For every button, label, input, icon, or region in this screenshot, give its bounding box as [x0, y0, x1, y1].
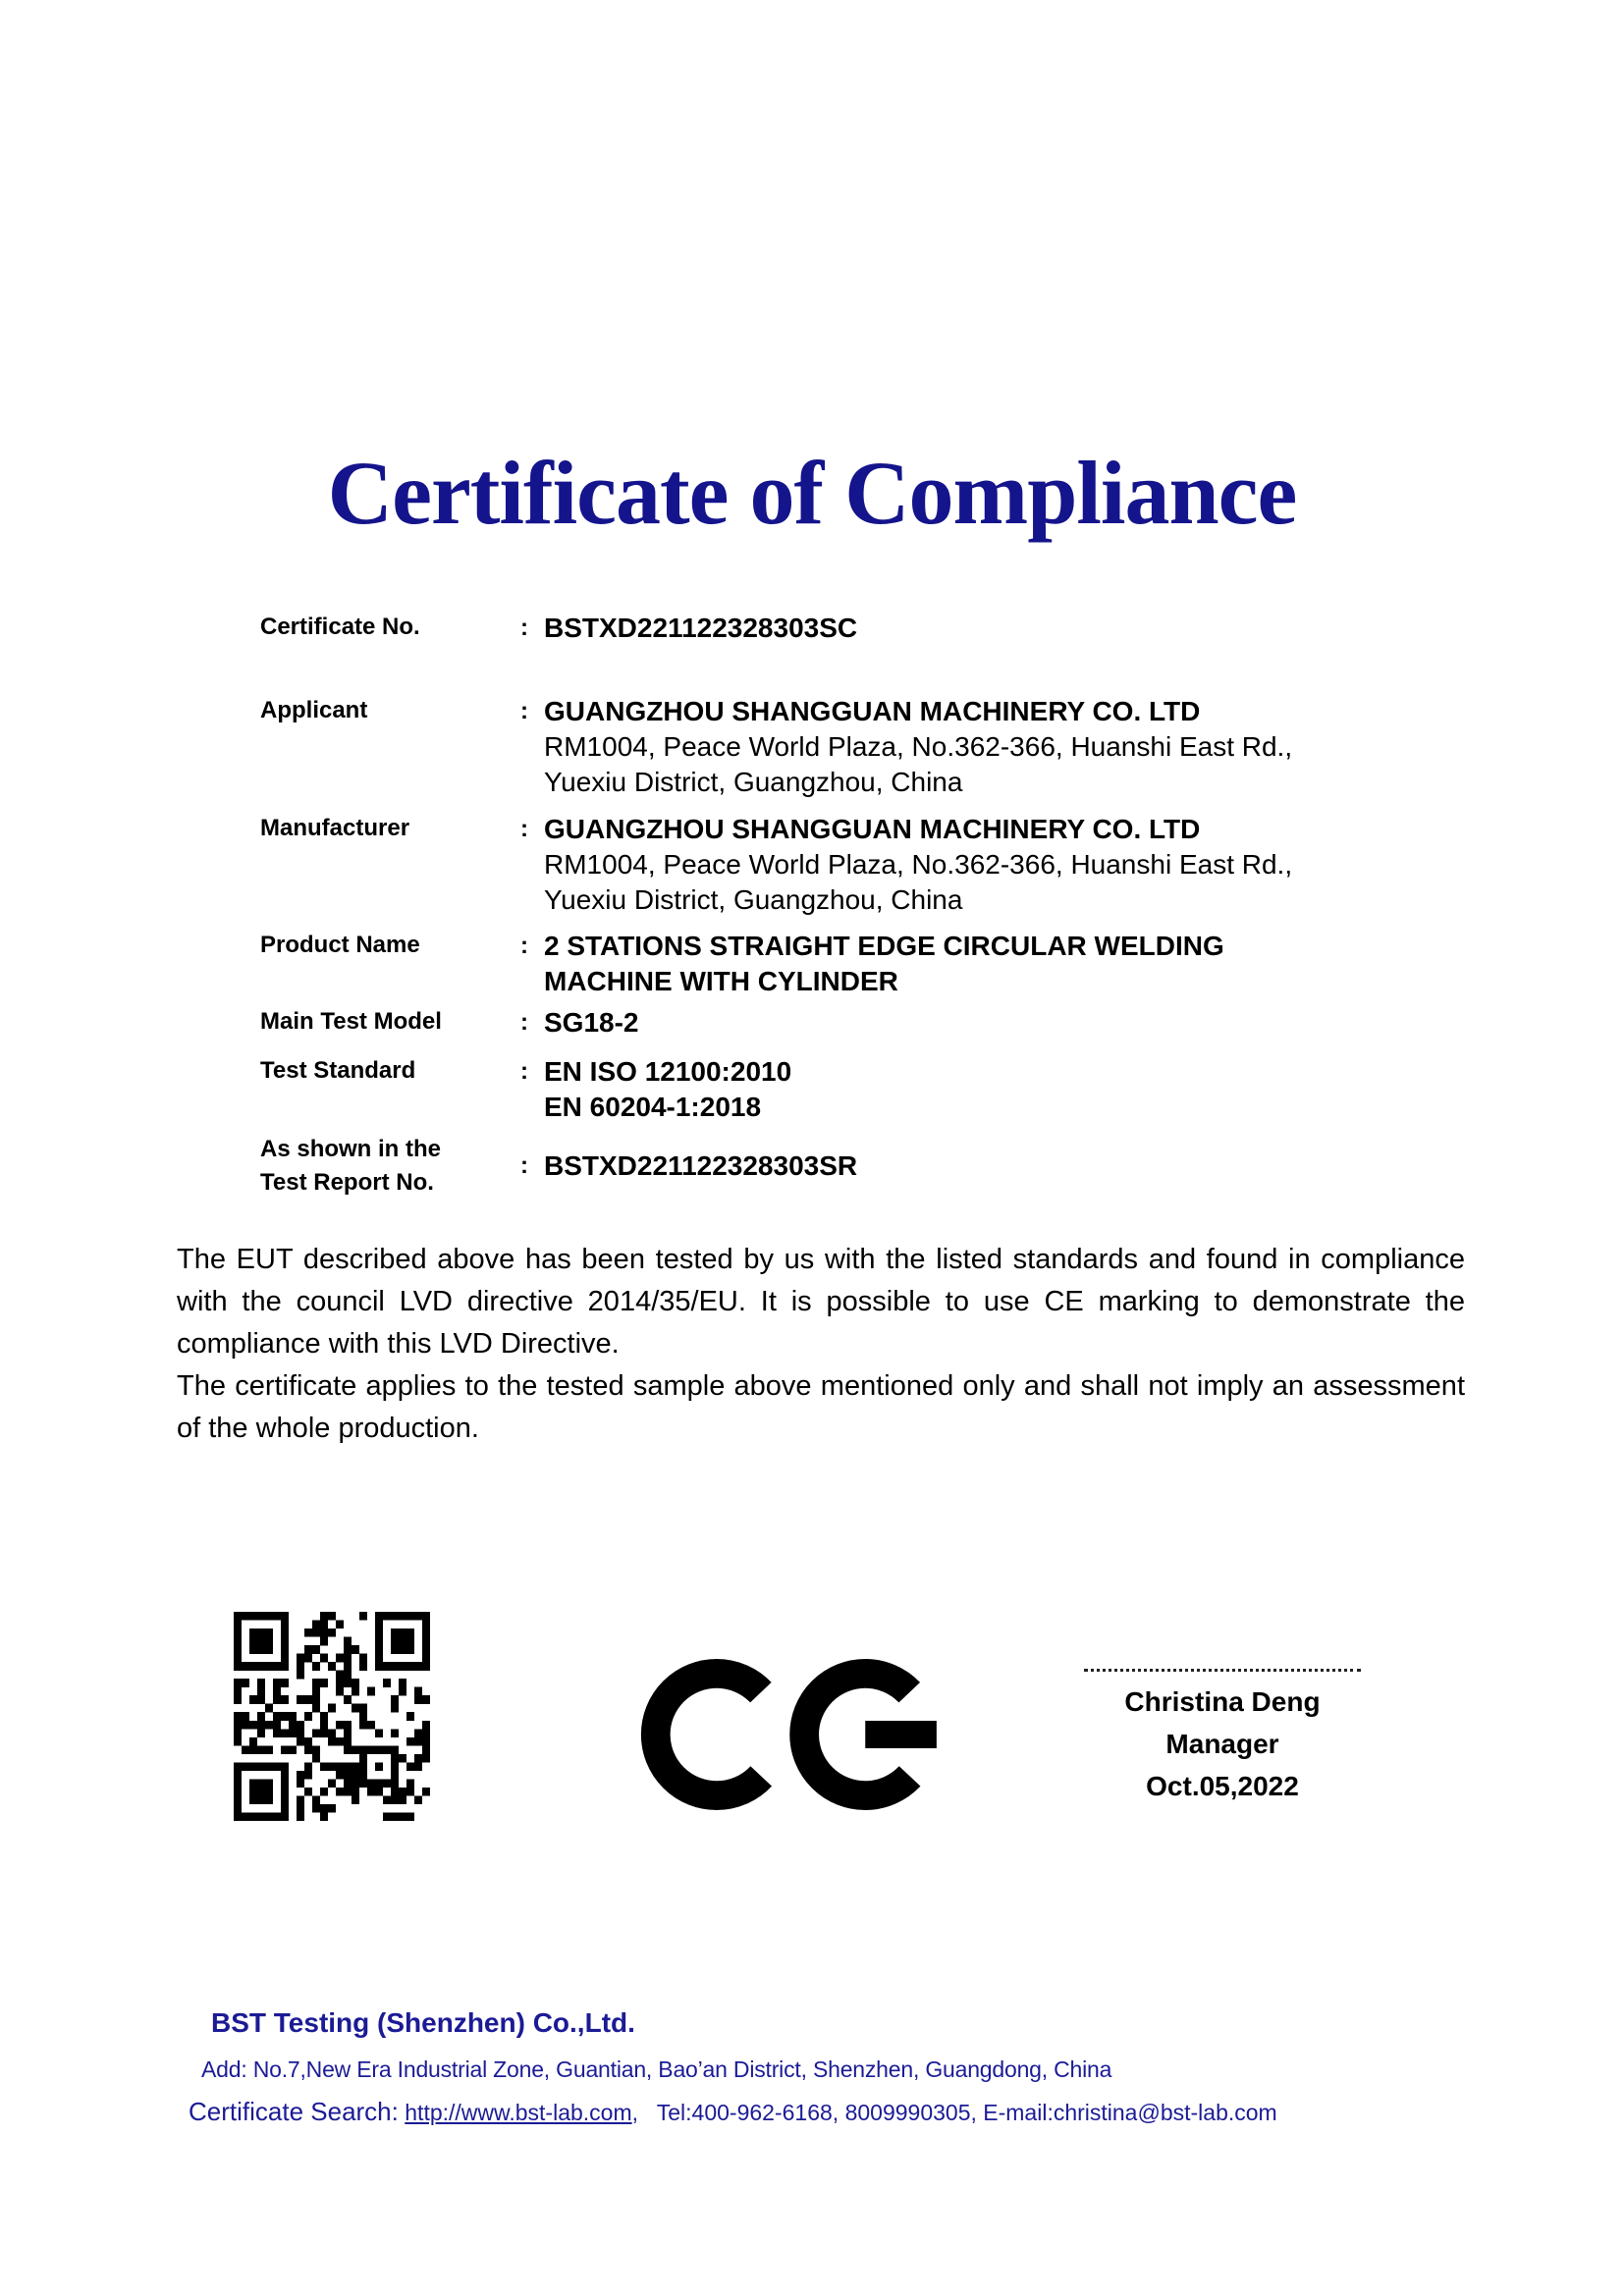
field-value	[544, 1148, 1448, 1184]
field-value	[544, 1005, 1448, 1041]
field-row	[260, 694, 1448, 800]
field-value-line: SG18-2	[544, 1007, 639, 1038]
field-label-line: Applicant	[260, 697, 368, 723]
field-value-line: RM1004, Peace World Plaza, No.362-366, Huanshi East Rd.,	[544, 731, 1293, 762]
field-value	[544, 812, 1448, 918]
statement-paragraph: The EUT described above has been tested by us with the listed standards and found in compliance with the council LVD directive 2014/35/EU. It is possible to use CE marking to demonstrate the compliance with this LVD Directive.	[177, 1244, 1465, 1360]
field-row	[260, 812, 1448, 918]
field-label	[260, 812, 520, 845]
field-label-line: Main Test Model	[260, 1008, 442, 1035]
field-value-line: BSTXD221122328303SC	[544, 613, 858, 643]
field-row	[260, 1005, 1448, 1041]
statement-paragraph: The certificate applies to the tested sample above mentioned only and shall not imply an assessment of the whole production.	[177, 1370, 1465, 1444]
issuer-address: Add: No.7,New Era Industrial Zone, Guantian, Bao’an District, Shenzhen, Guangdong, China	[201, 2056, 1112, 2082]
field-value-line: GUANGZHOU SHANGGUAN MACHINERY CO. LTD	[544, 814, 1201, 844]
issuer-company-name: BST Testing (Shenzhen) Co.,Ltd.	[211, 2007, 635, 2038]
footer	[0, 2006, 1624, 2127]
field-colon: :	[520, 1009, 528, 1036]
field-colon: :	[520, 1058, 528, 1085]
certificate-fields	[260, 611, 1448, 1200]
field-label-line: Test Report No.	[260, 1169, 434, 1196]
signature-dotted-line	[1084, 1669, 1361, 1672]
field-row	[260, 611, 1448, 646]
field-value	[544, 929, 1448, 999]
signer-role: Manager	[1165, 1729, 1279, 1759]
certificate-search-label: Certificate Search:	[189, 2097, 399, 2126]
field-colon: :	[520, 933, 528, 959]
field-value-line: RM1004, Peace World Plaza, No.362-366, Huanshi East Rd.,	[544, 849, 1293, 880]
field-value-line: EN 60204-1:2018	[544, 1092, 762, 1122]
compliance-statement	[177, 1239, 1465, 1450]
field-label	[260, 1054, 520, 1088]
qr-code-icon	[234, 1612, 430, 1821]
issuer-contact-info: , Tel:400-962-6168, 8009990305, E-mail:christina@bst-lab.com	[631, 2100, 1277, 2125]
field-colon: :	[520, 816, 528, 842]
field-value-line: MACHINE WITH CYLINDER	[544, 966, 898, 996]
field-value	[544, 1054, 1448, 1125]
field-label	[260, 611, 520, 644]
field-row	[260, 929, 1448, 999]
field-label-line: As shown in the	[260, 1136, 442, 1162]
field-value-line: Yuexiu District, Guangzhou, China	[544, 767, 963, 797]
field-label	[260, 694, 520, 727]
field-label-line: Product Name	[260, 932, 420, 958]
field-colon: :	[520, 1152, 528, 1179]
field-row	[260, 1133, 1448, 1200]
field-label	[260, 1005, 520, 1039]
field-label-line: Test Standard	[260, 1057, 416, 1084]
field-label-line: Certificate No.	[260, 614, 420, 640]
field-colon: :	[520, 698, 528, 724]
signature-block	[1070, 1669, 1375, 1801]
certificate-search-line	[189, 2097, 1624, 2127]
certificate-search-link[interactable]: http://www.bst-lab.com	[405, 2100, 632, 2125]
field-label	[260, 929, 520, 962]
field-value-line: EN ISO 12100:2010	[544, 1056, 792, 1087]
field-value-line: GUANGZHOU SHANGGUAN MACHINERY CO. LTD	[544, 696, 1201, 726]
field-value	[544, 611, 1448, 646]
signature-date: Oct.05,2022	[1146, 1771, 1299, 1801]
field-colon: :	[520, 614, 528, 641]
field-value-line: BSTXD221122328303SR	[544, 1150, 858, 1181]
signer-name: Christina Deng	[1124, 1686, 1321, 1717]
field-label-line: Manufacturer	[260, 815, 410, 841]
ce-marking-icon	[640, 1657, 943, 1812]
field-label	[260, 1133, 520, 1200]
field-value-line: 2 STATIONS STRAIGHT EDGE CIRCULAR WELDING	[544, 931, 1224, 961]
field-value-line: Yuexiu District, Guangzhou, China	[544, 884, 963, 915]
page-title: Certificate of Compliance	[327, 443, 1297, 543]
field-row	[260, 1054, 1448, 1125]
field-value	[544, 694, 1448, 800]
